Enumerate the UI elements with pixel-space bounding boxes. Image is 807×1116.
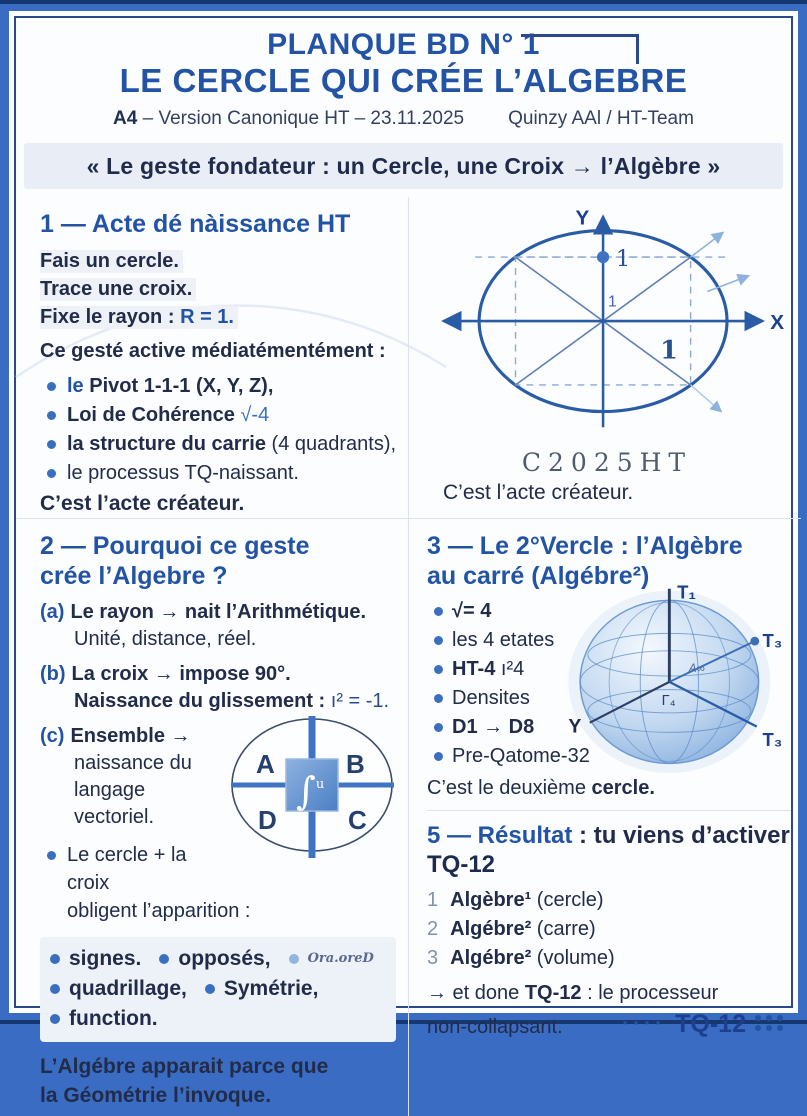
s2-b-tag: (b) xyxy=(40,663,66,685)
title-bracket-line xyxy=(521,34,639,64)
s5-outro-tq: TQ-12 xyxy=(524,982,582,1004)
s2-outro-line2: la Géométrie l’invoque. xyxy=(40,1084,272,1107)
s3-bullet-list xyxy=(427,597,637,771)
gamma4-label: Γ₄ xyxy=(661,693,676,710)
s5-i0-bold: Algèbre¹ xyxy=(450,889,532,911)
s2-heading-line2: crée l’Algebre ? xyxy=(40,562,228,590)
s2-a-tag: (a) xyxy=(40,601,65,623)
s1-intro: Ce gesté active médiatémentément : xyxy=(40,340,386,362)
x-axis-label: X xyxy=(770,310,785,334)
s5-i2-num: 3 xyxy=(427,947,439,969)
s2-b-formula: ı² = -1. xyxy=(330,690,390,712)
list-item xyxy=(427,713,637,742)
bullet-dot-icon xyxy=(434,752,443,761)
chip-label: function. xyxy=(69,1007,158,1030)
s2-heading-line1: 2 — Pourquoi ce geste xyxy=(40,532,310,560)
keyword-chip xyxy=(159,944,270,974)
s2-item-c-sub1: naissance du xyxy=(74,752,192,774)
quadrant-a-label: A xyxy=(256,749,275,779)
quadrant-d-label: D xyxy=(258,805,277,835)
watermark-text: C2025HT xyxy=(521,448,693,477)
bullet-dot-icon xyxy=(434,723,443,732)
chip-label: signes. xyxy=(69,947,142,970)
keyword-chip xyxy=(50,944,141,974)
s1-bullet-list xyxy=(40,372,398,488)
quadrant-c-label: C xyxy=(348,805,367,835)
keyword-chip xyxy=(50,1004,158,1034)
list-item xyxy=(40,459,398,488)
section-5-heading xyxy=(427,821,791,850)
bullet-dot-icon xyxy=(434,636,443,645)
s5-bottom-row xyxy=(427,1007,791,1041)
meta-version xyxy=(113,107,464,131)
quote-banner: « Le geste fondateur : un Cercle, une Croix → l’Algèbre » xyxy=(24,143,783,189)
list-item xyxy=(40,372,398,401)
quadrant-b-label: B xyxy=(346,749,365,779)
bullet-dot-icon xyxy=(47,851,56,860)
section-3-deuxieme-cercle xyxy=(427,531,791,800)
section-1-acte-naissance xyxy=(16,197,409,519)
main-grid xyxy=(16,197,791,1116)
chip-label: opposés, xyxy=(178,947,271,970)
bullet-dot-icon xyxy=(434,665,443,674)
bullet-dot-icon xyxy=(289,954,299,964)
bullet-dot-icon xyxy=(47,411,56,420)
s3-b2-pre: HT-4 xyxy=(452,658,496,680)
chip-row xyxy=(50,1004,386,1034)
s1-line1: Fais un cercle. xyxy=(40,250,183,273)
s2-item-a xyxy=(40,599,400,626)
s2-item-a-sub: Unité, distance, réel. xyxy=(74,628,257,650)
s3-outro-text: C’est le deuxième xyxy=(427,777,592,799)
header-meta xyxy=(16,107,791,131)
s1-b1-text: Loi de Cohérence xyxy=(67,404,241,426)
s2-b-sub-text: Naissance du glissement : xyxy=(74,690,331,712)
s3-heading-line2: au carré (Algébre²) xyxy=(427,562,650,590)
s5-i1-num: 2 xyxy=(427,918,439,940)
s2-item-c-sub2: langage vectoriel. xyxy=(74,779,155,828)
bullet-dot-icon xyxy=(50,984,60,994)
poster-mat xyxy=(9,11,798,1107)
list-item xyxy=(427,597,637,626)
meta-version-text: – Version Canonique HT – 23.11.2025 xyxy=(137,108,465,129)
s5-list xyxy=(427,886,791,973)
s3-b1: les 4 etates xyxy=(452,629,555,651)
s1-b0-pre: le xyxy=(67,375,90,397)
s5-i0-num: 1 xyxy=(427,889,439,911)
s3-outro-bold: cercle. xyxy=(591,777,655,799)
s2-item-b-sub xyxy=(40,688,400,715)
s3-b5: Pre-Qatome-32 xyxy=(452,745,590,767)
s5-outro-pre: → et done xyxy=(427,982,525,1004)
chip-label: Symétrie, xyxy=(223,977,319,1000)
s2-b-text: La croix → impose 90°. xyxy=(71,663,291,685)
section-5-resultat xyxy=(427,810,791,1041)
s5-i1-rest: (carre) xyxy=(531,918,596,940)
list-item xyxy=(40,430,398,459)
bullet-dot-icon xyxy=(434,607,443,616)
chip-label: quadrillage, xyxy=(69,977,187,1000)
s1-b2-suffix: (4 quadrants), xyxy=(271,433,397,455)
keyword-chip-note xyxy=(289,944,374,974)
s5-heading-num: 5 — Résultat xyxy=(427,822,573,849)
meta-format: A4 xyxy=(113,108,138,129)
s1-outro: C’est l’acte créateur. xyxy=(40,492,245,515)
s1-line2: Trace une croix. xyxy=(40,278,196,301)
s2-c-tag: (c) xyxy=(40,725,65,747)
s1-ray-value: R = 1. xyxy=(180,306,234,328)
s3-heading-line1: 3 — Le 2°Vercle : l’Algèbre xyxy=(427,532,743,560)
keyword-chip xyxy=(50,974,187,1004)
t3-lower-label: T₃ xyxy=(762,728,783,750)
y-label: Y xyxy=(568,715,582,738)
y-axis-label: Y xyxy=(575,206,590,230)
unit-label-top: 1 xyxy=(615,245,631,272)
meta-author: Quinzy AAl / HT-Team xyxy=(508,108,694,129)
bullet-dot-icon xyxy=(159,954,169,964)
s1-b0-text: Pivot 1-1-1 (X, Y, Z), xyxy=(89,375,274,397)
bullet-dot-icon xyxy=(47,469,56,478)
page-title-line2: LE CERCLE QUI CRÉE L’ALGEBRE xyxy=(119,62,688,99)
bullet-dot-icon xyxy=(47,382,56,391)
s2-bullet-line2: obligent l’apparition : xyxy=(67,900,251,922)
t3-upper-label: T₃ xyxy=(762,629,783,651)
header xyxy=(16,18,791,131)
leading-dots: ···· xyxy=(622,1012,667,1035)
bullet-dot-icon xyxy=(434,694,443,703)
diagram-caption: C’est l’acte créateur. xyxy=(443,481,634,504)
list-item xyxy=(40,401,398,430)
s2-c-text: Ensemble → xyxy=(70,725,191,747)
section-1-heading: 1 — Acte dé nàissance HT xyxy=(40,210,351,238)
s5-i2-bold: Algébre² xyxy=(450,947,532,969)
t1-label: T₁ xyxy=(677,581,697,603)
bullet-dot-icon xyxy=(50,1014,60,1024)
chip-row xyxy=(50,974,386,1004)
section-2-pourquoi xyxy=(16,519,409,1116)
poster-page xyxy=(14,16,793,1107)
list-item xyxy=(427,944,791,973)
list-item xyxy=(427,915,791,944)
s3-b4: D1 → D8 xyxy=(452,716,535,738)
s3-outro xyxy=(427,777,791,800)
s2-bullet xyxy=(40,841,400,925)
unit-label-mid: 1 xyxy=(607,293,617,311)
s2-outro-line1: L’Algébre apparait parce que xyxy=(40,1055,329,1078)
keyword-chip xyxy=(205,974,319,1004)
list-item xyxy=(427,655,637,684)
s2-bullet-line1: Le cercle + la croix xyxy=(67,844,187,894)
s5-heading-tq12: TQ-12 xyxy=(427,851,496,878)
bullet-dot-icon xyxy=(47,440,56,449)
dot-grid-icon xyxy=(755,1015,785,1033)
s1-b3-text: le processus TQ-naissant. xyxy=(67,462,299,484)
list-item xyxy=(427,886,791,915)
s5-outro-line1 xyxy=(427,979,791,1007)
chip-row xyxy=(50,944,386,974)
s1-ray-line xyxy=(40,306,238,329)
circle-cross-diagram xyxy=(415,203,799,445)
s5-i1-bold: Algébre² xyxy=(450,918,532,940)
tq12-badge-group xyxy=(622,1010,785,1039)
s3-b0: √= 4 xyxy=(452,600,492,622)
list-item xyxy=(427,742,637,771)
s5-heading-rest: : tu viens d’activer xyxy=(572,822,790,849)
s1-b1-suffix: √-4 xyxy=(240,404,270,426)
s2-keyword-block xyxy=(40,937,396,1042)
tq12-badge: TQ-12 xyxy=(675,1009,746,1038)
s2-item-b xyxy=(40,661,400,688)
s1-b2-text: la structure du carrie xyxy=(67,433,272,455)
unit-label-x: 1 xyxy=(660,335,678,366)
a-infinity-label: A∞ xyxy=(688,662,705,676)
bullet-dot-icon xyxy=(50,954,60,964)
s5-i0-rest: (cercle) xyxy=(531,889,604,911)
s5-outro-rest: : le processeur xyxy=(581,982,719,1004)
s1-ray-label: Fixe le rayon : xyxy=(40,306,181,328)
unit-point xyxy=(597,251,609,263)
s3-b2-suffix: ı²4 xyxy=(495,658,525,680)
s3-b3: Densites xyxy=(452,687,530,709)
section-2-heading xyxy=(40,531,400,591)
right-bottom-panel xyxy=(409,519,801,1116)
s5-outro-line2: non-collapsant. xyxy=(427,1016,563,1038)
s2-outro xyxy=(40,1052,400,1110)
list-item xyxy=(427,626,637,655)
circle-cross-diagram-panel xyxy=(409,197,801,519)
s2-a-text: Le rayon → nait l’Arithmétique. xyxy=(70,601,367,623)
bullet-dot-icon xyxy=(205,984,215,994)
list-item xyxy=(427,684,637,713)
integral-glyph: ∫$^u$ xyxy=(296,769,325,813)
s5-i2-rest: (volume) xyxy=(531,947,615,969)
chip-note-label: Ora.oreD xyxy=(307,951,374,966)
page-title-line1: PLANQUE BD N° 1 xyxy=(267,28,540,61)
